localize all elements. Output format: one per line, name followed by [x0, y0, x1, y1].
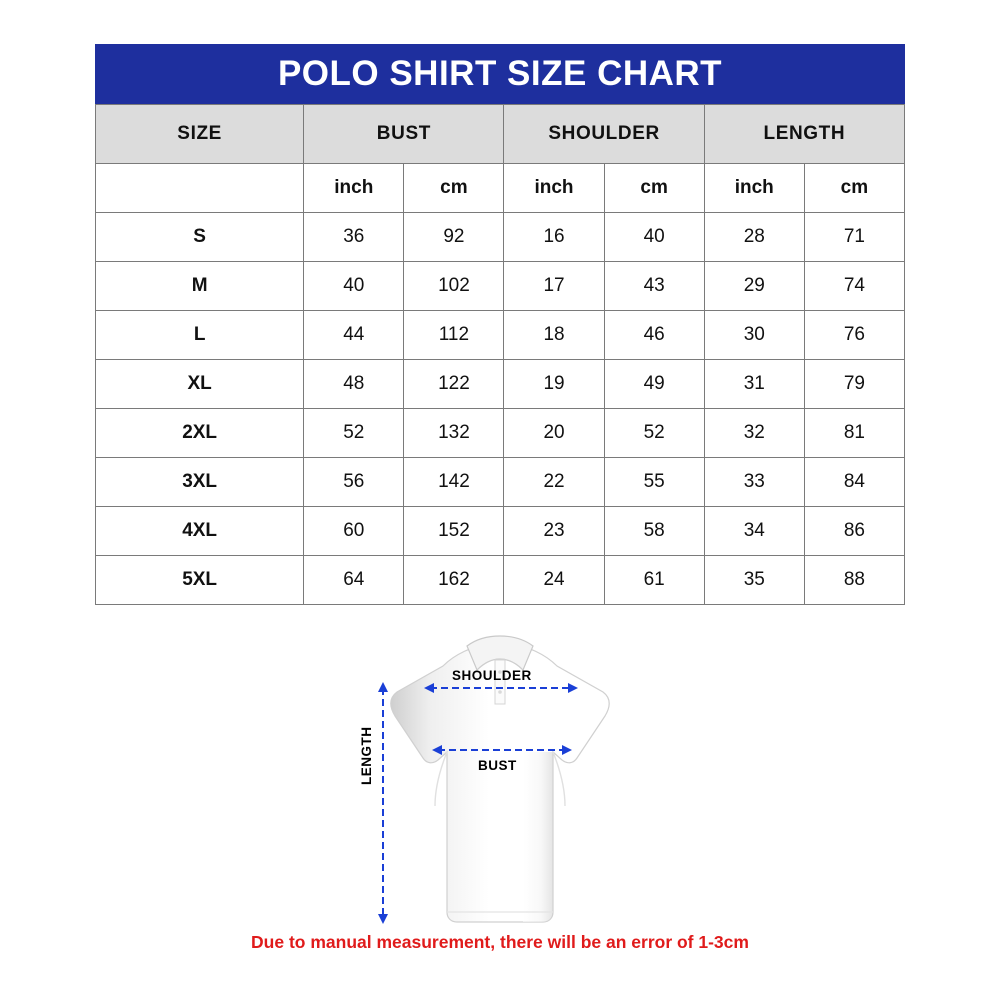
unit-length-inch: inch: [704, 164, 804, 213]
table-row: [96, 556, 905, 605]
cell-length-cm: 84: [804, 458, 904, 507]
unit-bust-inch: inch: [304, 164, 404, 213]
cell-length-inch: 33: [704, 458, 804, 507]
cell-size: 5XL: [96, 556, 304, 605]
cell-shoulder-inch: 19: [504, 360, 604, 409]
cell-bust-cm: 142: [404, 458, 504, 507]
cell-length-inch: 35: [704, 556, 804, 605]
table-unit-header-row: [96, 164, 905, 213]
cell-size: 3XL: [96, 458, 304, 507]
cell-length-inch: 32: [704, 409, 804, 458]
unit-shoulder-cm: cm: [604, 164, 704, 213]
cell-shoulder-inch: 20: [504, 409, 604, 458]
cell-size: XL: [96, 360, 304, 409]
cell-length-cm: 71: [804, 213, 904, 262]
cell-shoulder-cm: 55: [604, 458, 704, 507]
header-bust: BUST: [304, 105, 504, 164]
cell-size: S: [96, 213, 304, 262]
cell-bust-inch: 40: [304, 262, 404, 311]
cell-bust-inch: 64: [304, 556, 404, 605]
cell-length-cm: 79: [804, 360, 904, 409]
unit-bust-cm: cm: [404, 164, 504, 213]
cell-bust-inch: 44: [304, 311, 404, 360]
cell-shoulder-cm: 61: [604, 556, 704, 605]
cell-bust-inch: 36: [304, 213, 404, 262]
unit-blank: [96, 164, 304, 213]
cell-length-cm: 76: [804, 311, 904, 360]
cell-length-cm: 74: [804, 262, 904, 311]
table-row: [96, 213, 905, 262]
measurement-footnote: Due to manual measurement, there will be an error of 1-3cm: [251, 932, 749, 952]
table-row: [96, 507, 905, 556]
header-shoulder: SHOULDER: [504, 105, 704, 164]
cell-size: M: [96, 262, 304, 311]
label-bust: BUST: [478, 758, 517, 773]
cell-length-inch: 29: [704, 262, 804, 311]
cell-length-cm: 86: [804, 507, 904, 556]
label-length: LENGTH: [359, 726, 374, 785]
table-row: [96, 262, 905, 311]
cell-length-cm: 81: [804, 409, 904, 458]
cell-length-cm: 88: [804, 556, 904, 605]
cell-bust-inch: 56: [304, 458, 404, 507]
header-size: SIZE: [96, 105, 304, 164]
cell-shoulder-cm: 49: [604, 360, 704, 409]
cell-shoulder-inch: 16: [504, 213, 604, 262]
cell-bust-cm: 92: [404, 213, 504, 262]
cell-length-inch: 31: [704, 360, 804, 409]
table-row: [96, 458, 905, 507]
cell-bust-inch: 48: [304, 360, 404, 409]
measurement-illustration: [0, 630, 1000, 930]
cell-shoulder-inch: 18: [504, 311, 604, 360]
cell-shoulder-inch: 23: [504, 507, 604, 556]
header-length: LENGTH: [704, 105, 904, 164]
unit-shoulder-inch: inch: [504, 164, 604, 213]
cell-size: L: [96, 311, 304, 360]
cell-shoulder-inch: 22: [504, 458, 604, 507]
cell-size: 4XL: [96, 507, 304, 556]
cell-bust-cm: 162: [404, 556, 504, 605]
cell-bust-cm: 102: [404, 262, 504, 311]
cell-shoulder-cm: 43: [604, 262, 704, 311]
size-chart-container: [95, 44, 905, 605]
cell-length-inch: 28: [704, 213, 804, 262]
cell-shoulder-cm: 58: [604, 507, 704, 556]
cell-shoulder-inch: 24: [504, 556, 604, 605]
cell-bust-cm: 132: [404, 409, 504, 458]
cell-bust-cm: 112: [404, 311, 504, 360]
cell-shoulder-cm: 52: [604, 409, 704, 458]
size-chart-table: [95, 104, 905, 605]
cell-bust-inch: 60: [304, 507, 404, 556]
cell-shoulder-cm: 46: [604, 311, 704, 360]
cell-length-inch: 34: [704, 507, 804, 556]
unit-length-cm: cm: [804, 164, 904, 213]
label-shoulder: SHOULDER: [452, 668, 532, 683]
cell-size: 2XL: [96, 409, 304, 458]
cell-length-inch: 30: [704, 311, 804, 360]
cell-bust-inch: 52: [304, 409, 404, 458]
page-title: POLO SHIRT SIZE CHART: [95, 44, 905, 104]
table-row: [96, 311, 905, 360]
table-row: [96, 360, 905, 409]
table-row: [96, 409, 905, 458]
table-group-header-row: [96, 105, 905, 164]
cell-bust-cm: 152: [404, 507, 504, 556]
cell-shoulder-inch: 17: [504, 262, 604, 311]
cell-shoulder-cm: 40: [604, 213, 704, 262]
cell-bust-cm: 122: [404, 360, 504, 409]
